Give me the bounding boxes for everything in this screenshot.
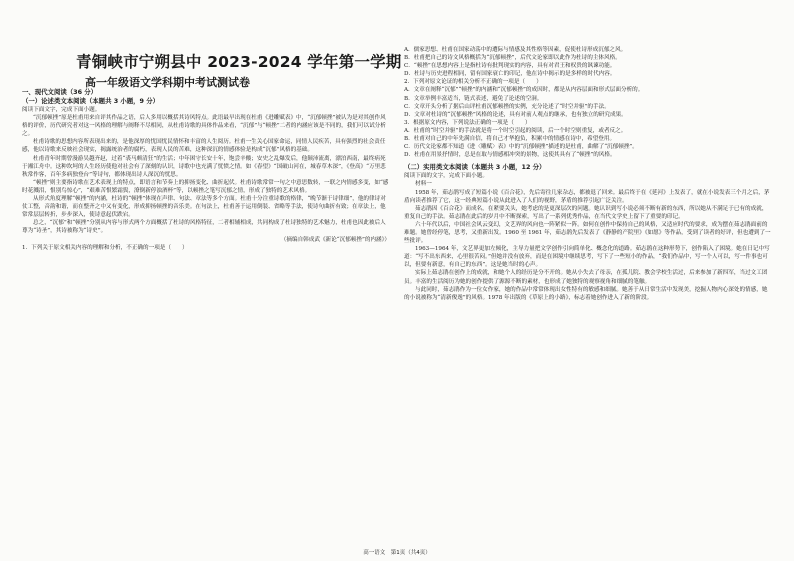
paragraph: 杜甫青年时期曾漫游吴越齐赵，过着“裘马颇清狂”的生活；中年困守长安十年，饱尝辛酸；安史之乱爆发后，他颠沛流离，漂泊西南，最终病死于湘江舟中。这种坎坷的人生经历使他对社会有了深刻的认识，诗歌中也充满了忧愤之情。如《春望》“国破山河在，城春草木深”，《登高》“万里悲秋常作客，百年多病独登台”等诗句，都体现出诗人深沉的忧思。 — [22, 155, 386, 178]
subsection-heading: （一）论述类文本阅读（本题共 3 小题，9 分） — [22, 97, 159, 105]
question-option: D．杜甫在用景抒情时，总是在取与情感相冲突的景物，这使其具有了“顿挫”的风格。 — [404, 152, 616, 159]
question-option: B．杜甫把自己的诗文风格概括为“沉郁顿挫”，后代文论家即以此作为杜诗的主体风格。 — [404, 55, 621, 62]
paragraph: 茹志鹃因《百合花》而成名，在紧要关头，她考虑的是更深层次的问题。她认识到写小说必须不断有新的东西，所以她从不满足于已有的成就，重复自己的手法。茹志鹃在此后的岁月中不断探索，写出了一系列优秀作品，在当代文学史上留下了重要的印记。 — [404, 205, 768, 220]
subsection-heading: （二）实用类文本阅读（本题共 3 小题，12 分） — [404, 163, 546, 172]
paragraph: 实际上茹志鹃在创作上的成就，和她个人的经历是分不开的。她从小失去了母亲，在孤儿院、教会学校生活过，后来参加了新四军，当过文工团员。丰富的生活阅历为她的创作提供了源源不断的素材，也形成了她独特的观察视角和细腻的笔触。 — [404, 270, 768, 285]
paragraph: 与此同时，茹志鹃作为一位女作家，她的作品中常常体现出女性特有的敏感和细腻。她善于从日常生活中发现美，挖掘人物内心深处的情感，她的小说被称为“清新俊逸”的风格。1978 年出版的《草原上的小路》，标志着她创作进入了新的阶段。 — [404, 286, 768, 301]
left-column — [22, 88, 390, 252]
paragraph: 1963—1964 年，文艺界更加左倾化，主导力量把文学创作引向简单化、概念化的道路。茹志鹃在这种形势下，创作陷入了困境。她在日记中写道：“写不出东西来，心里很苦闷。”但她并没有放弃，而是在困境中继续思考，写下了一些短小的作品，“我们作品中，写一个人可以，写一件事也可以，但要有新意，有自己的东西”。这是她当时的心声。 — [404, 246, 770, 269]
paragraph: 1958 年，茹志鹃写成了短篇小说《百合花》，先后寄往几家杂志，都被退了回来。最后终于在《延河》上发表了，就在小说发表三个月之后，茅盾向读者推荐了它，这一经典短篇小说从此进入了人们的视野，茅盾的推荐引起广泛关注。 — [404, 189, 770, 204]
paragraph: 总之，“沉郁”和“顿挫”分别从内容与形式两个方面概括了杜诗的风格特征，二者相辅相成，共同构成了杜诗独特的艺术魅力，杜甫也因此被后人尊为“诗圣”，其诗被称为“诗史”。 — [22, 220, 386, 235]
source-citation: （摘编自韩成武《新论“沉郁顿挫”的内涵》） — [280, 236, 390, 243]
question-option: A．杜甫的“时空并驱”的手法就是将一个时空引起的阅读，后一个时空则重复，或者反之。 — [404, 127, 627, 134]
section-heading: 一、现代文阅读（36 分） — [22, 88, 98, 96]
question-option: D．文章对杜诗的“沉郁顿挫”风格的论述，具有对前人观点的继承，也有独立的研究成果。 — [404, 111, 627, 118]
question-option: A．文章在阐释“沉郁”“顿挫”的内涵和“沉郁顿挫”的成因时，都是从内容层面和形式层面分析的。 — [404, 87, 644, 94]
question-option: A．儒家思想、杜甫在国家动荡中的遭际与情感及其性格等因素，促使杜诗形成沉郁之风。 — [404, 47, 627, 53]
page-footer: 高一语文 第1页（共4页） — [363, 550, 431, 556]
paragraph: 六十年代以后，中国社会风云变幻，文艺界的风向也一阵紧似一阵。如何在创作中保持自己的风格，又适应时代的要求，成为摆在茹志鹃面前的难题。她曾经停笔，思考，又重新出发。1960 至 1961 年，茹志鹃先后发表了《静静的产院里》《如愿》等作品，受到了读者的好评，但也遭到了一些批评。 — [404, 221, 771, 245]
question-3: 3．根据原文内容，下列说法正确的一项是（ ） — [404, 119, 531, 126]
question-option: C．文章开头分析了据后山评杜甫沉郁顿挫的实例，充分论述了“时空并驱”的手法。 — [404, 103, 610, 110]
right-column — [404, 46, 772, 302]
question-2: 2．下列对原文论证的相关分析不正确的一项是（ ） — [404, 79, 542, 86]
material-label: 材料一 — [415, 181, 432, 188]
paragraph: “沉郁顿挫”原是杜甫用来自评其作品之语，后人多用以概括其诗风特点。此语最早出现在杜甫《进雕赋表》中，“沉郁顿挫”被认为是对其创作风格的评价，历代研究者对这一风格的理解与阐释不尽相同，从杜甫诗歌的具体作品来看，“沉郁”与“顿挫”二者的内涵应该是不同的，我们可以试分析之。 — [22, 115, 386, 138]
paragraph: 从形式角度理解“顿挫”的内涵，杜诗的“顿挫”体现在声律、句法、章法等多个方面。杜甫十分注重诗歌的格律，“晚节渐于诗律细”，他的律诗对仗工整，音韵和谐，而在整齐之中又有变化，形成抑扬顿挫的音乐美。在句法上，杜甫善于运用倒装、省略等手法，使诗句曲折有致；在章法上，他常常层层转折，步步深入，使诗意起伏跌宕。 — [22, 196, 386, 219]
exam-subtitle: 高一年级语文学科期中考试测试卷 — [85, 76, 250, 89]
page-title: 青铜峡市宁朔县中 2023-2024 学年第一学期 — [76, 53, 402, 71]
question-option: B．文章举例丰富适当，链式表述，避免了论述的空洞。 — [404, 95, 543, 102]
instruction: 阅读下面的文字，完成下面小题。 — [404, 173, 488, 180]
paragraph: “顿挫”则主要指诗歌在艺术表现上的特点，即语言和节奏上的抑扬变化、曲折起伏。杜甫诗歌常常一句之中意思数转，一联之内情感多变，如“感时花溅泪，恨别鸟惊心”，“艰难苦恨繁霜鬓，潦倒新停浊酒杯”等，以顿挫之笔写沉郁之情，形成了独特的艺术风格。 — [22, 179, 389, 194]
question-option: C．“顿挫”在思想内容上是指杜诗有批判现实的内容，具有对君王和权贵的讽谏功能。 — [404, 63, 616, 70]
question-1: 1．下列关于原文相关内容的理解和分析，不正确的一项是（ ） — [22, 244, 188, 251]
paragraph: 杜甫诗歌的思想内容所表现出来的，是他深厚的忧国忧民情怀和丰富的人生阅历。杜甫一生关心国家命运，同情人民疾苦，具有强烈的社会责任感，他以诗歌来反映社会现实，揭露统治者的腐朽，表现人民的苦难，这种深沉的情感体验是构成“沉郁”风格的基础。 — [22, 139, 386, 154]
question-option: C．历代文论家都不知道《进〈雕赋〉表》中的“沉郁顿挫”描述的是杜甫，曲解了“沉郁顿挫”。 — [404, 144, 638, 151]
instruction: 阅读下面文字，完成下面小题。 — [22, 107, 101, 113]
question-option: B．杜甫对自己的中年先满自信，将自己才华抱负，积累中的情感在诗中，希望登用。 — [404, 136, 616, 143]
question-option: D．杜诗与历史进程相同，留有国家衰亡的印记，他在诗中揭示的是多样的时代内容。 — [404, 71, 616, 78]
